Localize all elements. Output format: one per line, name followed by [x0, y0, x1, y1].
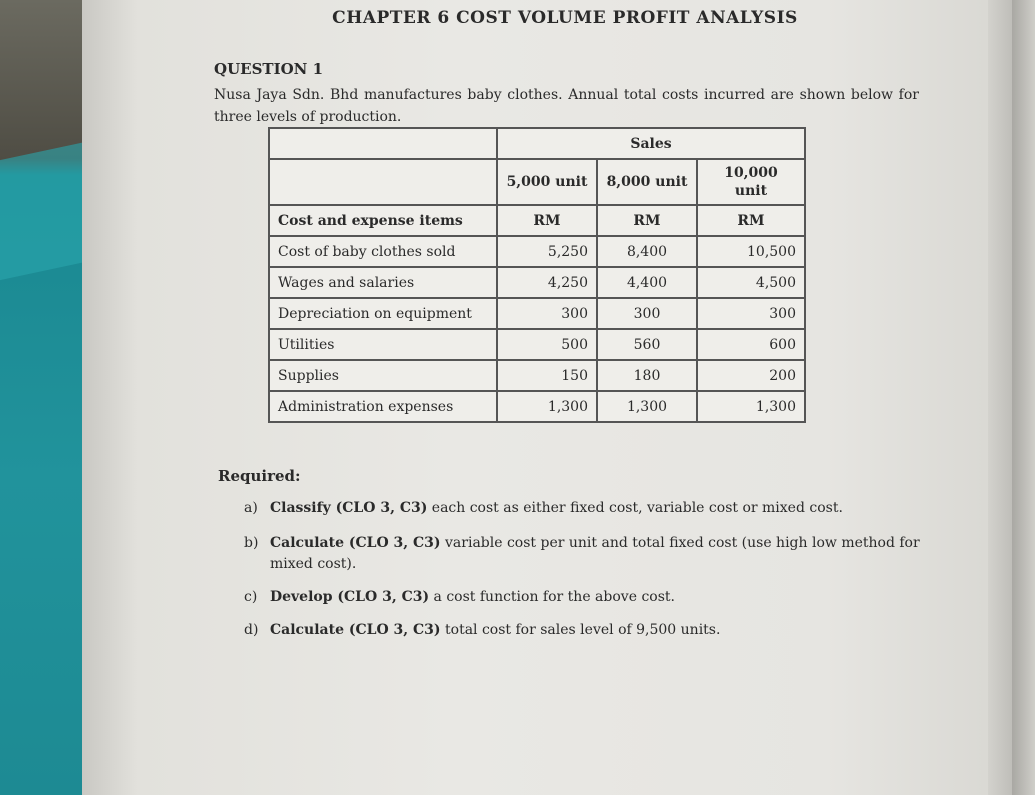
table-row	[269, 391, 805, 422]
currency-header-1: RM	[497, 205, 597, 236]
row-item-label: Utilities	[269, 329, 497, 360]
row-value: 4,400	[597, 267, 697, 298]
requirement-b	[244, 533, 920, 575]
row-value: 10,500	[697, 236, 805, 267]
table-header-row-levels	[269, 159, 805, 205]
question-text: Nusa Jaya Sdn. Bhd manufactures baby clothes. Annual total costs incurred are shown below for three levels of production.	[214, 87, 919, 125]
requirement-a	[244, 498, 920, 519]
row-value: 300	[697, 298, 805, 329]
table-row	[269, 360, 805, 391]
requirement-letter: a)	[244, 500, 258, 516]
row-item-label: Administration expenses	[269, 391, 497, 422]
level-header-1: 5,000 unit	[497, 159, 597, 205]
table-row	[269, 267, 805, 298]
table-header-row-sales	[269, 128, 805, 159]
cost-table	[268, 127, 806, 423]
currency-header-3: RM	[697, 205, 805, 236]
row-item-label: Cost of baby clothes sold	[269, 236, 497, 267]
level-header-3: 10,000 unit	[697, 159, 805, 205]
level-header-2: 8,000 unit	[597, 159, 697, 205]
requirement-verb: Develop (CLO 3, C3)	[270, 589, 430, 605]
requirement-verb: Calculate (CLO 3, C3)	[270, 535, 441, 551]
row-item-label: Wages and salaries	[269, 267, 497, 298]
row-value: 300	[597, 298, 697, 329]
row-value: 180	[597, 360, 697, 391]
requirement-text: each cost as either fixed cost, variable cost or mixed cost.	[427, 500, 843, 516]
row-value: 1,300	[497, 391, 597, 422]
row-value: 4,500	[697, 267, 805, 298]
row-value: 1,300	[597, 391, 697, 422]
row-item-label: Depreciation on equipment	[269, 298, 497, 329]
chapter-title: CHAPTER 6 COST VOLUME PROFIT ANALYSIS	[332, 8, 798, 28]
table-row	[269, 329, 805, 360]
requirement-d	[244, 620, 920, 641]
requirement-verb: Calculate (CLO 3, C3)	[270, 622, 441, 638]
adjacent-page	[1012, 0, 1035, 795]
required-label: Required:	[218, 467, 301, 485]
table-row	[269, 298, 805, 329]
requirement-letter: d)	[244, 622, 259, 638]
row-value: 1,300	[697, 391, 805, 422]
requirement-verb: Classify (CLO 3, C3)	[270, 500, 428, 516]
table-corner-cell	[269, 128, 497, 159]
background-shape	[0, 140, 95, 280]
table-header-row-items	[269, 205, 805, 236]
row-value: 300	[497, 298, 597, 329]
currency-header-2: RM	[597, 205, 697, 236]
row-value: 8,400	[597, 236, 697, 267]
requirement-c	[244, 587, 920, 608]
table-row	[269, 236, 805, 267]
row-value: 200	[697, 360, 805, 391]
row-value: 5,250	[497, 236, 597, 267]
requirement-text: variable cost per unit and total fixed cost (use high low method for mixed cost).	[270, 535, 920, 572]
sales-header: Sales	[497, 128, 805, 159]
row-value: 600	[697, 329, 805, 360]
row-item-label: Supplies	[269, 360, 497, 391]
page-edge	[988, 0, 1012, 795]
requirement-letter: b)	[244, 535, 259, 551]
requirement-letter: c)	[244, 589, 258, 605]
question-label: QUESTION 1	[214, 60, 324, 78]
row-value: 500	[497, 329, 597, 360]
row-value: 150	[497, 360, 597, 391]
requirement-text: a cost function for the above cost.	[429, 589, 675, 605]
table-blank-cell	[269, 159, 497, 205]
requirement-text: total cost for sales level of 9,500 units.	[440, 622, 721, 638]
row-value: 4,250	[497, 267, 597, 298]
row-value: 560	[597, 329, 697, 360]
item-header: Cost and expense items	[269, 205, 497, 236]
